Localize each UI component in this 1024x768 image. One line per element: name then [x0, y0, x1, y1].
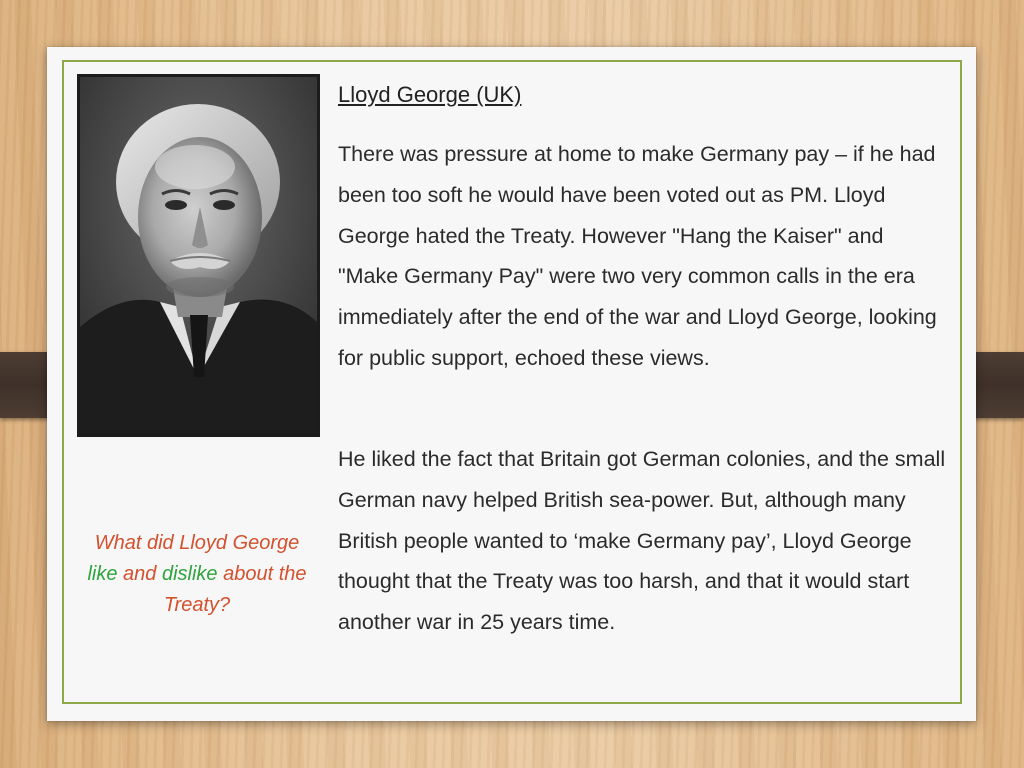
paragraph-likes-dislikes: He liked the fact that Britain got German colonies, and the small German navy helped British sea-power. But, although many British people wanted to ‘make Germany pay’, Lloyd George thought that the Treaty was too harsh, and that it would start another war in 25 years time.	[338, 447, 946, 635]
question-part2: about the Treaty?	[163, 563, 307, 616]
discussion-question	[66, 528, 328, 621]
paragraph-pressure: There was pressure at home to make Germany pay – if he had been too soft he would have been voted out as PM. Lloyd George hated the Treaty. However "Hang the Kaiser" and "Make Germany Pay" were two very common calls in the era immediately after the end of the war and Lloyd George, looking for public support, echoed these views.	[338, 142, 937, 370]
slide-title: Lloyd George (UK)	[338, 82, 522, 107]
question-dislike-word: dislike	[161, 563, 218, 585]
question-and-word: and	[123, 563, 157, 585]
question-part1: What did Lloyd George	[94, 532, 300, 554]
portrait-photo	[77, 74, 320, 437]
question-like-word: like	[87, 563, 118, 585]
